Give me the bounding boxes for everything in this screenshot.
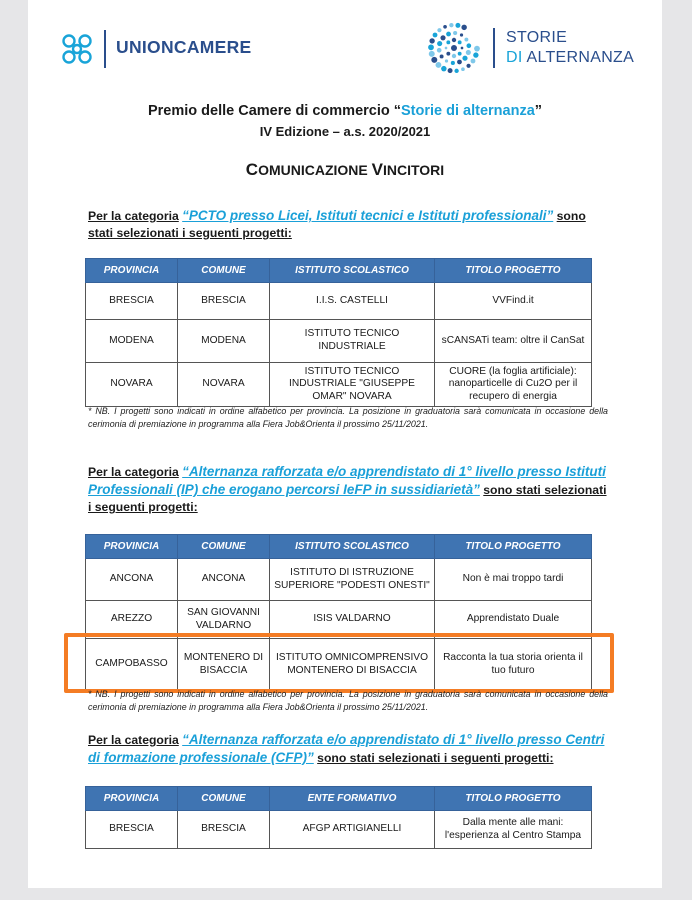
- column-header: PROVINCIA: [86, 259, 178, 283]
- cell-titolo: CUORE (la foglia artificiale): nanoparticelle di Cu2O per il recupero di energia: [435, 363, 592, 407]
- storie-logo-text: STORIE: [506, 29, 568, 46]
- category-intro-3: Per la categoria “Alternanza rafforzata e/o apprendistato di 1° livello presso Centri di formazione professionale (CFP)” sono stati selezionati i seguenti progetti:: [88, 732, 605, 765]
- cell-titolo: Dalla mente alle mani: l'esperienza al Centro Stampa: [435, 811, 592, 849]
- column-header: PROVINCIA: [86, 787, 178, 811]
- table-row: [86, 283, 592, 320]
- cell-comune: MODENA: [178, 320, 270, 363]
- column-header: COMUNE: [178, 259, 270, 283]
- edition-subtitle: IV Edizione – a.s. 2020/2021: [259, 124, 431, 139]
- table-header-row: [86, 535, 592, 559]
- category-intro-2: Per la categoria “Alternanza rafforzata e/o apprendistato di 1° livello presso Istituti Professionali (IP) che erogano percorsi IeFP in sussidiarietà” sono stati selezionati i seguenti progetti:: [88, 464, 607, 514]
- column-header: ENTE FORMATIVO: [270, 787, 435, 811]
- page-title: COMUNICAZIONE VINCITORI: [245, 160, 445, 179]
- cell-titolo: sCANSATi team: oltre il CanSat: [435, 320, 592, 363]
- logo-divider-right: [493, 28, 495, 68]
- cell-titolo: VVFind.it: [435, 283, 592, 320]
- cell-comune: ANCONA: [178, 559, 270, 601]
- unioncamere-logo-text: UNIONCAMERE: [116, 37, 252, 57]
- column-header: TITOLO PROGETTO: [435, 259, 592, 283]
- document-page: [28, 0, 662, 888]
- cell-comune: NOVARA: [178, 363, 270, 407]
- column-header: ISTITUTO SCOLASTICO: [270, 259, 435, 283]
- cell-istituto: ISIS VALDARNO: [270, 601, 435, 639]
- table-header-row: [86, 259, 592, 283]
- cell-provincia: ANCONA: [86, 559, 178, 601]
- cell-provincia: BRESCIA: [86, 811, 178, 849]
- column-header: ISTITUTO SCOLASTICO: [270, 535, 435, 559]
- table-header-row: [86, 787, 592, 811]
- column-header: TITOLO PROGETTO: [435, 787, 592, 811]
- award-title: Premio delle Camere di commercio “Storie di alternanza”: [147, 103, 543, 119]
- cell-provincia: CAMPOBASSO: [86, 639, 178, 691]
- cell-ente: AFGP ARTIGIANELLI: [270, 811, 435, 849]
- cell-istituto: ISTITUTO TECNICO INDUSTRIALE: [270, 320, 435, 363]
- unioncamere-logo-icon: [60, 32, 94, 66]
- table-row: [86, 363, 592, 407]
- cell-istituto: ISTITUTO OMNICOMPRENSIVO MONTENERO DI BISACCIA: [270, 639, 435, 691]
- cell-provincia: BRESCIA: [86, 283, 178, 320]
- cell-comune: BRESCIA: [178, 283, 270, 320]
- cell-comune: BRESCIA: [178, 811, 270, 849]
- cell-titolo: Non è mai troppo tardi: [435, 559, 592, 601]
- footnote-2: * NB. I progetti sono indicati in ordine alfabetico per provincia. La posizione in graduatoria sarà comunicata in occasione della cerimonia di premiazione in programma alla Fiera Job&Orienta il prossimo 25/11/2021.: [88, 689, 608, 712]
- column-header: PROVINCIA: [86, 535, 178, 559]
- alternanza-logo-text: DI ALTERNANZA: [506, 49, 635, 66]
- cell-provincia: MODENA: [86, 320, 178, 363]
- cell-istituto: I.I.S. CASTELLI: [270, 283, 435, 320]
- table-row: [86, 320, 592, 363]
- cell-titolo: Apprendistato Duale: [435, 601, 592, 639]
- cell-titolo: Racconta la tua storia orienta il tuo futuro: [435, 639, 592, 691]
- column-header: TITOLO PROGETTO: [435, 535, 592, 559]
- cell-comune: SAN GIOVANNI VALDARNO: [178, 601, 270, 639]
- cell-istituto: ISTITUTO DI ISTRUZIONE SUPERIORE "PODESTI ONESTI": [270, 559, 435, 601]
- table-row: [86, 811, 592, 849]
- highlight-box: [64, 633, 614, 693]
- storie-di-alternanza-logo-icon: [426, 20, 482, 76]
- table-row: [86, 559, 592, 601]
- column-header: COMUNE: [178, 535, 270, 559]
- cell-provincia: NOVARA: [86, 363, 178, 407]
- column-header: COMUNE: [178, 787, 270, 811]
- cell-provincia: AREZZO: [86, 601, 178, 639]
- footnote-1: * NB. I progetti sono indicati in ordine alfabetico per provincia. La posizione in graduatoria sarà comunicata in occasione della cerimonia di premiazione in programma alla Fiera Job&Orienta il prossimo 25/11/2021.: [88, 406, 608, 429]
- category-intro-1: Per la categoria “PCTO presso Licei, Istituti tecnici e Istituti professionali” sono stati selezionati i seguenti progetti:: [88, 208, 586, 240]
- winners-table-3: [85, 786, 592, 849]
- winners-table-1: [85, 258, 592, 407]
- logo-divider: [104, 30, 106, 68]
- cell-comune: MONTENERO DI BISACCIA: [178, 639, 270, 691]
- cell-istituto: ISTITUTO TECNICO INDUSTRIALE "GIUSEPPE OMAR" NOVARA: [270, 363, 435, 407]
